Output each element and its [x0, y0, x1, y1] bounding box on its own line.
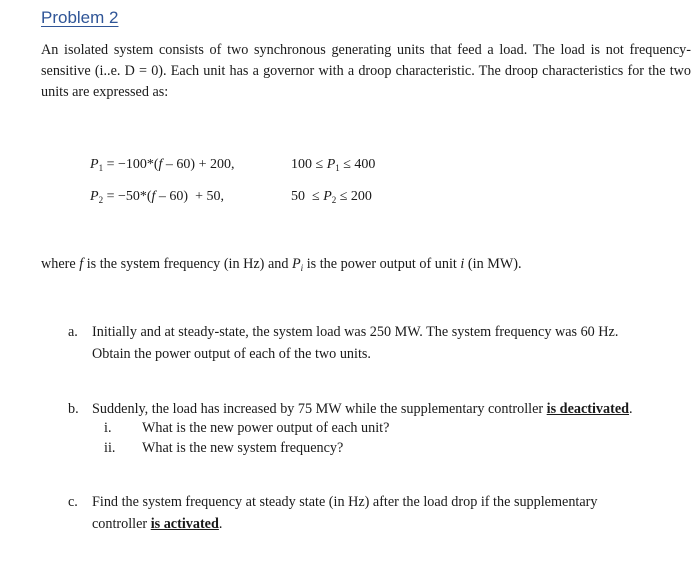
- range1-sub: 1: [335, 163, 340, 173]
- where-pre: where: [41, 256, 80, 272]
- where-mid2: is the power output of unit: [303, 256, 461, 272]
- question-b-text: Suddenly, the load has increased by 75 MW while the supplementary controller: [92, 401, 547, 417]
- question-b-item-ii-label: ii.: [104, 440, 116, 456]
- question-b-item-i-text: What is the new power output of each unit?: [142, 420, 390, 436]
- where-p: P: [291, 256, 301, 272]
- question-b-emphasis: is deactivated: [546, 401, 630, 417]
- range2-var: P: [323, 189, 332, 204]
- question-c-period: .: [218, 516, 223, 532]
- eq2-rhs-a: = −50*(: [103, 189, 152, 204]
- range2-sub: 2: [331, 195, 337, 205]
- range-p1: [291, 157, 375, 173]
- eq2-var-sub: 2: [98, 195, 104, 205]
- question-c: [68, 492, 688, 536]
- question-a-line2: Obtain the power output of each of the two units.: [92, 346, 371, 362]
- range1-left: 100 ≤: [291, 157, 327, 172]
- eq2-var: P: [90, 189, 99, 204]
- range1-var: P: [326, 157, 336, 172]
- eq1-var-sub: 1: [98, 163, 104, 173]
- question-c-line2: [92, 514, 222, 535]
- eq1-rhs-b: – 60) + 200,: [162, 157, 235, 172]
- question-b-label: b.: [68, 401, 79, 417]
- equation-p1: [90, 157, 234, 173]
- where-f: f: [79, 256, 84, 272]
- range2-left: 50 ≤: [291, 189, 324, 204]
- equation-p2: [90, 189, 224, 205]
- range-p2: [291, 189, 372, 205]
- problem-title: Problem 2: [41, 8, 119, 27]
- question-b-item-ii-text: What is the new system frequency?: [142, 440, 344, 456]
- where-p-sub: i: [300, 263, 304, 273]
- variable-definitions: [41, 256, 522, 273]
- where-post: (in MW).: [464, 256, 522, 272]
- eq1-var: P: [90, 157, 99, 172]
- problem-intro: An isolated system consists of two synchronous generating units that feed a load. The load is not frequency-sensitive (i..e. D = 0). Each unit has a governor with a droop characteristic. The droop characteristics for the two units are expressed as:: [41, 42, 691, 100]
- eq1-rhs-var: f: [158, 157, 163, 172]
- where-i: i: [460, 256, 465, 272]
- question-c-text: controller: [92, 516, 151, 532]
- question-a-line1: Initially and at steady-state, the system load was 250 MW. The system frequency was 60 Hz.: [92, 324, 619, 340]
- question-c-line1: Find the system frequency at steady state (in Hz) after the load drop if the supplementary: [92, 494, 598, 510]
- eq1-rhs-a: = −100*(: [103, 157, 159, 172]
- question-a-label: a.: [68, 324, 78, 340]
- question-c-emphasis: is activated: [150, 516, 219, 532]
- where-mid: is the system frequency (in Hz) and: [83, 256, 292, 272]
- eq2-rhs-b: – 60) + 50,: [155, 189, 224, 204]
- question-a: [68, 322, 688, 366]
- eq2-rhs-var: f: [151, 189, 156, 204]
- question-c-label: c.: [68, 494, 78, 510]
- range1-right: ≤ 400: [339, 157, 376, 172]
- question-b-line1: [92, 399, 633, 420]
- question-b-item-i-label: i.: [104, 420, 112, 436]
- range2-right: ≤ 200: [336, 189, 372, 204]
- question-b-period: .: [629, 401, 633, 417]
